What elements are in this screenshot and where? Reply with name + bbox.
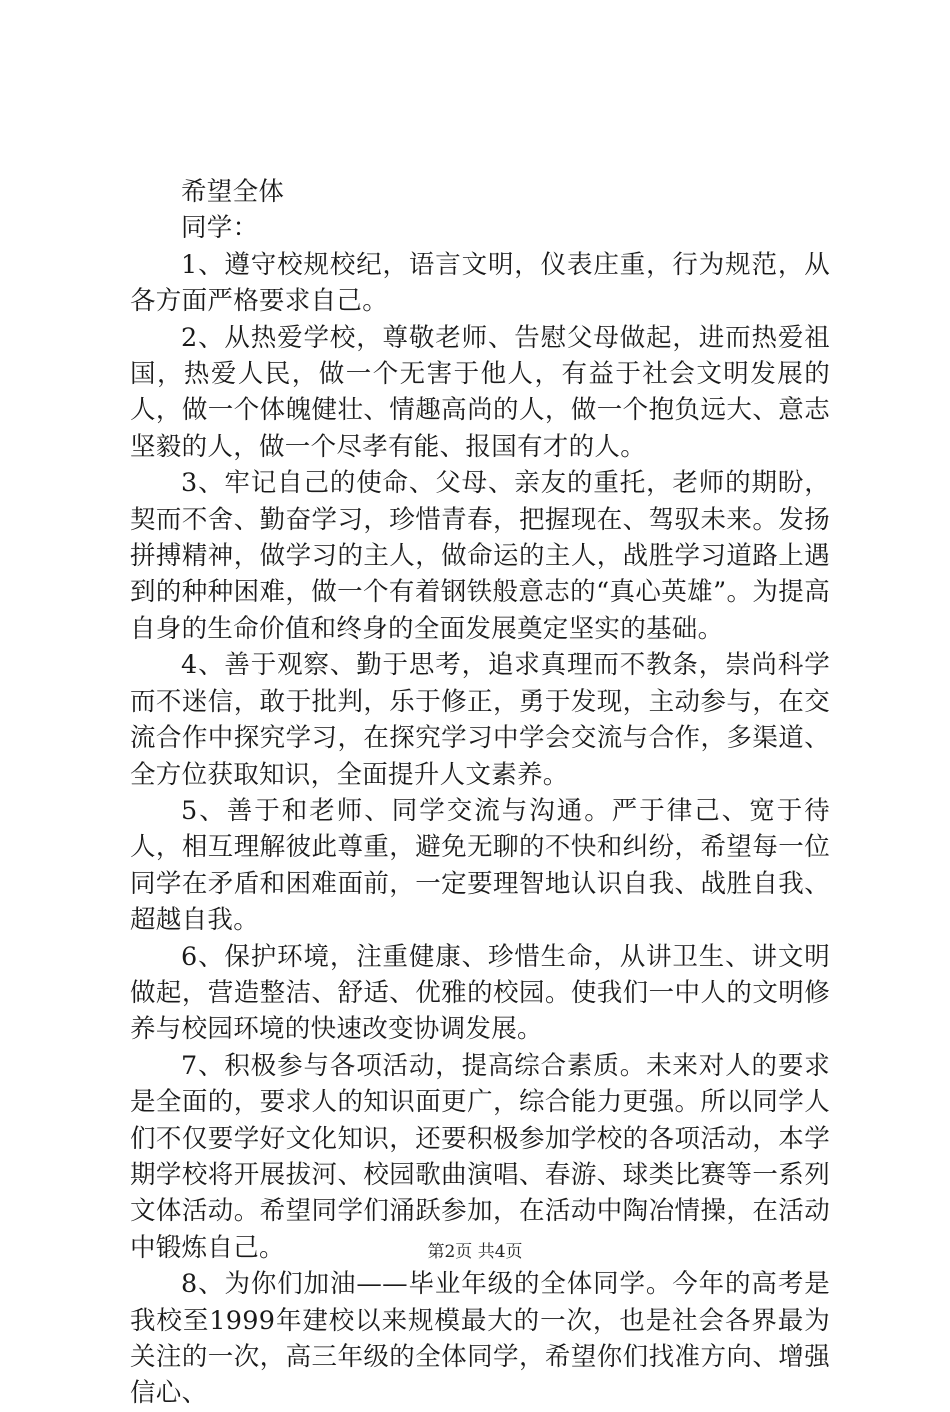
item-2: 2、从热爱学校，尊敬老师、告慰父母做起，进而热爱祖国，热爱人民，做一个无害于他人，有益于社会文明发展的人，做一个体魄健壮、情趣高尚的人，做一个抱负远大、意志坚毅的人，做一个尽孝有能、报国有才的人。 [130, 322, 830, 462]
item-5: 5、善于和老师、同学交流与沟通。严于律己、宽于待人，相互理解彼此尊重，避免无聊的不快和纠纷，希望每一位同学在矛盾和困难面前，一定要理智地认识自我、战胜自我、超越自我。 [130, 795, 830, 936]
item-3: 3、牢记自己的使命、父母、亲友的重托，老师的期盼，契而不舍、勤奋学习，珍惜青春，把握现在、驾驭未来。发扬拼搏精神，做学习的主人，做命运的主人，战胜学习道路上遇到的种种困难，做一个有着钢铁般意志的“真心英雄”。为提高自身的生命价值和终身的全面发展奠定坚实的基础。 [130, 468, 830, 644]
greeting-line-1: 希望全体 [181, 177, 285, 207]
item-8: 8、为你们加油——毕业年级的全体同学。今年的高考是我校至1999年建校以来规模最大的一次，也是社会各界最为关注的一次，高三年级的全体同学，希望你们找准方向、增强信心、 [130, 1269, 830, 1409]
item-4: 4、善于观察、勤于思考，追求真理而不教条，崇尚科学而不迷信，敢于批判，乐于修正，勇于发现，主动参与，在交流合作中探究学习，在探究学习中学会交流与合作，多渠道、全方位获取知识，全面提升人文素养。 [130, 650, 830, 790]
item-1: 1、遵守校规校纪，语言文明，仪表庄重，行为规范，从各方面严格要求自己。 [130, 249, 830, 317]
item-6: 6、保护环境，注重健康、珍惜生命，从讲卫生、讲文明做起，营造整洁、舒适、优雅的校园。使我们一中人的文明修养与校园环境的快速改变协调发展。 [130, 941, 830, 1045]
greeting-line-2: 同学： [181, 213, 259, 244]
page-number-footer: 第2页 共4页 [427, 1242, 523, 1262]
document-body [130, 174, 830, 1412]
item-7: 7、积极参与各项活动，提高综合素质。未来对人的要求是全面的，要求人的知识面更广，综合能力更强。所以同学人们不仅要学好文化知识，还要积极参加学校的各项活动，本学期学校将开展拔河、校园歌曲演唱、春游、球类比赛等一系列文体活动。希望同学们涌跃参加，在活动中陶冶情操，在活动中锻炼自己。 [130, 1050, 830, 1263]
